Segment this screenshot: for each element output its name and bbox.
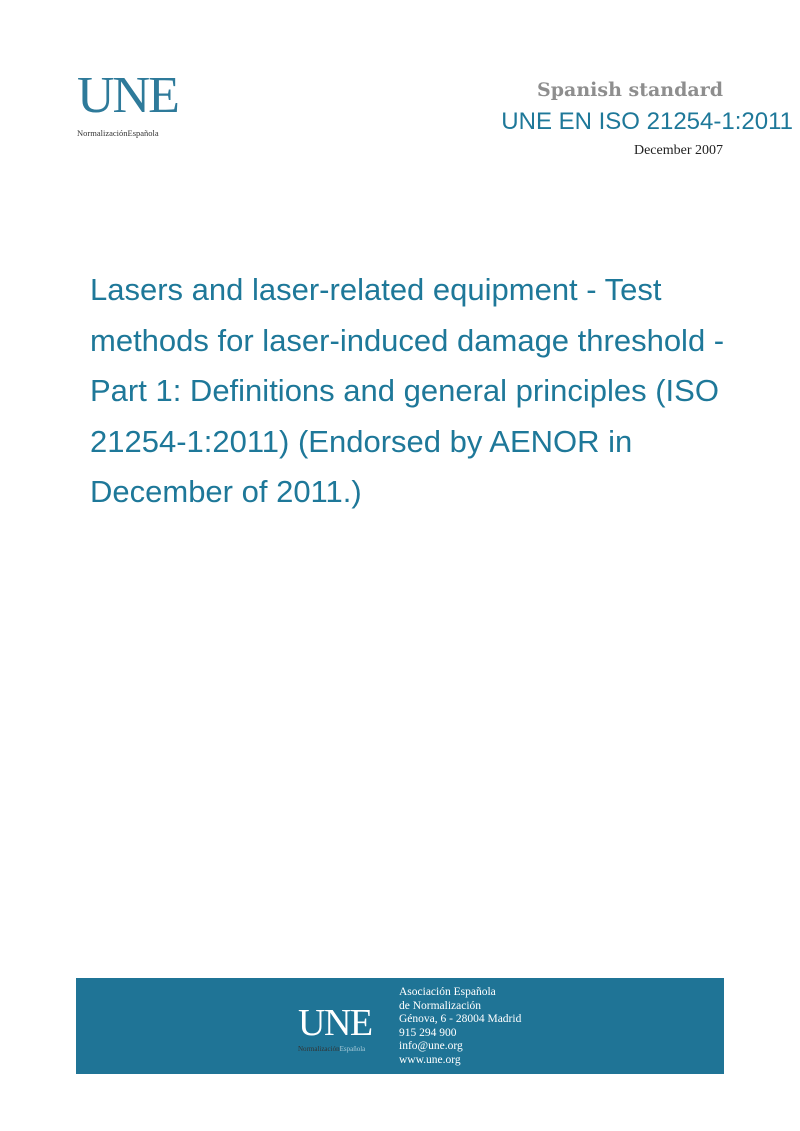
logo-tagline bbox=[77, 128, 197, 138]
logo-tagline-part2: Española bbox=[127, 128, 159, 138]
footer-une-logo bbox=[298, 1004, 388, 1053]
standard-code: UNE EN ISO 21254-1:2011 bbox=[501, 108, 793, 135]
address-line-phone[interactable]: 915 294 900 bbox=[399, 1026, 457, 1039]
address-line-street: Génova, 6 - 28004 Madrid bbox=[399, 1013, 522, 1026]
address-line-email[interactable]: info@une.org bbox=[399, 1040, 463, 1053]
footer-logo-wordmark: UNE bbox=[298, 1002, 372, 1044]
footer-band bbox=[76, 978, 724, 1074]
address-line-org-2: de Normalización bbox=[399, 999, 482, 1012]
footer-logo-tagline-part1: Normalización bbox=[298, 1045, 340, 1053]
une-logo bbox=[77, 67, 197, 138]
footer-logo-tagline-part2: Española bbox=[339, 1045, 366, 1053]
logo-tagline-part1: Normalización bbox=[77, 128, 128, 138]
logo-wordmark: UNE bbox=[77, 67, 178, 124]
document-title: Lasers and laser-related equipment - Test methods for laser-induced damage threshold - Part 1: Definitions and general principles (ISO 21254-1:2011) (Endorsed by AENOR in December of 2011.) bbox=[90, 272, 725, 509]
footer-logo-tagline bbox=[298, 1045, 388, 1053]
standard-date: December 2007 bbox=[633, 143, 723, 158]
address-line-org: Asociación Española bbox=[399, 986, 496, 998]
footer-address bbox=[399, 986, 521, 1068]
address-line-website[interactable]: www.une.org bbox=[399, 1053, 461, 1066]
standard-label: Spanish standard bbox=[537, 79, 723, 101]
